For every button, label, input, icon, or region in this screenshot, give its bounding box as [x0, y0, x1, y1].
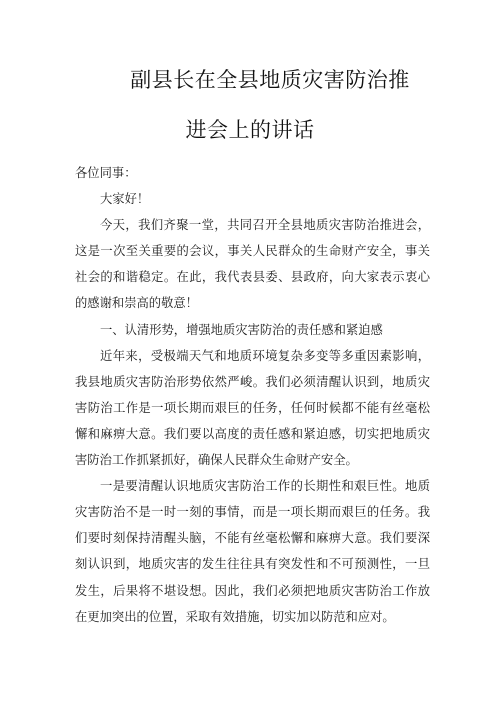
document-body [75, 160, 430, 630]
paragraph-point-1: 一是要清醒认识地质灾害防治工作的长期性和艰巨性。地质灾害防治不是一时一刻的事情，而是一项长期而艰巨的任务。我们要时刻保持清醒头脑，不能有丝毫松懈和麻痹大意。我们要深刻认识到，地质灾害的发生往往具有突发性和不可预测性，一旦发生，后果将不堪设想。因此，我们必须把地质灾害防治工作放在更加突出的位置，采取有效措施，切实加以防范和应对。 [75, 479, 430, 624]
paragraph-opening: 今天，我们齐聚一堂，共同召开全县地质灾害防治推进会，这是一次至关重要的会议，事关人民群众的生命财产安全，事关社会的和谐稳定。在此，我代表县委、县政府，向大家表示衷心的感谢和崇高的敬意！ [75, 218, 430, 311]
greeting: 大家好！ [100, 192, 150, 207]
salutation: 各位同事： [75, 166, 137, 180]
document-title-line-2: 进会上的讲话 [185, 118, 315, 142]
paragraph-situation: 近年来，受极端天气和地质环境复杂多变等多重因素影响，我县地质灾害防治形势依然严峻。我们必须清醒认识到，地质灾害防治工作是一项长期而艰巨的任务，任何时候都不能有丝毫松懈和麻痹大意。我们要以高度的责任感和紧迫感，切实把地质灾害防治工作抓紧抓好，确保人民群众生命财产安全。 [75, 348, 430, 468]
document-title-line-1: 副县长在全县地质灾害防治推 [130, 68, 410, 92]
section-heading-1: 一、认清形势，增强地质灾害防治的责任感和紧迫感 [100, 322, 383, 337]
